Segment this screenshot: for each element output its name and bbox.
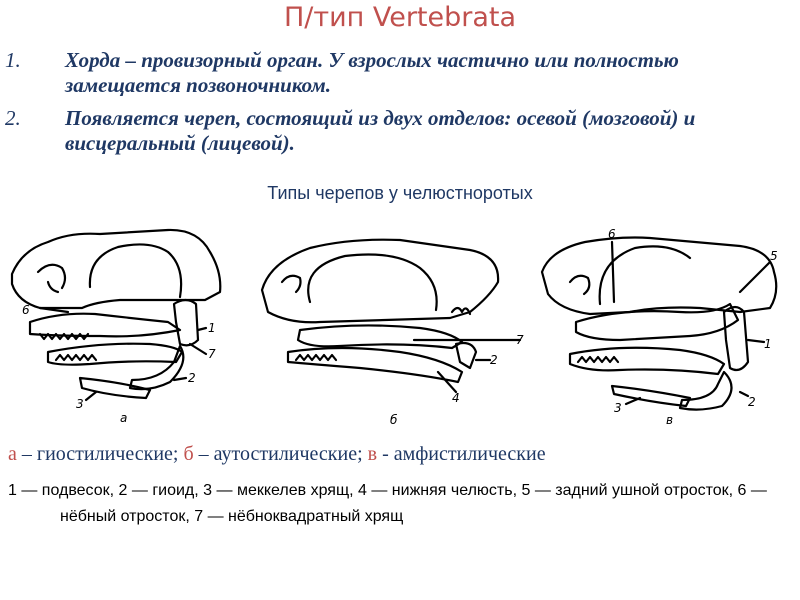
skull-c-drawing	[542, 238, 776, 410]
label-c-1: 1	[764, 337, 772, 351]
label-a-3: 3	[76, 397, 84, 411]
slide-title: П/тип Vertebrata	[283, 2, 517, 33]
caption-letter-c: в	[367, 443, 378, 465]
point-number: 2.	[5, 106, 21, 130]
caption-text-a: – гиостилические;	[16, 443, 184, 465]
figure-letter-a: а	[120, 411, 128, 425]
label-c-6: 6	[608, 227, 616, 241]
point-text: Появляется череп, состоящий из двух отделов: осевой (мозговой) и висцеральный (лицевой).	[65, 106, 696, 155]
label-b-2: 2	[490, 353, 498, 367]
point-number: 1.	[5, 48, 21, 72]
skull-types-caption	[8, 443, 546, 466]
point-text: Хорда – провизорный орган. У взрослых частично или полностью замещается позвоночником.	[65, 48, 679, 97]
label-c-2: 2	[748, 395, 756, 409]
figure-legend: 1 — подвесок, 2 — гиоид, 3 — меккелев хрящ, 4 — нижняя челюсть, 5 — задний ушной отросток, 6 — нёбный отросток, 7 — нёбноквадратный хрящ	[8, 482, 767, 525]
point-item	[5, 48, 795, 98]
label-c-3: 3	[614, 401, 622, 415]
caption-letter-b: б	[183, 443, 194, 465]
skull-b-drawing	[262, 240, 520, 392]
label-a-2: 2	[188, 371, 196, 385]
figure-letter-c: в	[666, 413, 674, 427]
label-a-1: 1	[208, 321, 216, 335]
label-c-5: 5	[770, 249, 778, 263]
label-a-6: 6	[22, 303, 30, 317]
points-list	[5, 48, 795, 164]
caption-text-b: – аутостилические;	[193, 443, 368, 465]
point-item	[5, 106, 795, 156]
label-b-7: 7	[516, 333, 524, 347]
skull-types-figure	[0, 212, 800, 440]
figure-subtitle: Типы черепов у челюстноротых	[267, 183, 533, 203]
label-a-7: 7	[208, 347, 216, 361]
label-b-4: 4	[452, 391, 460, 405]
figure-letter-b: б	[390, 413, 398, 427]
caption-letter-a: а	[8, 443, 17, 465]
caption-text-c: - амфистилические	[377, 443, 546, 465]
